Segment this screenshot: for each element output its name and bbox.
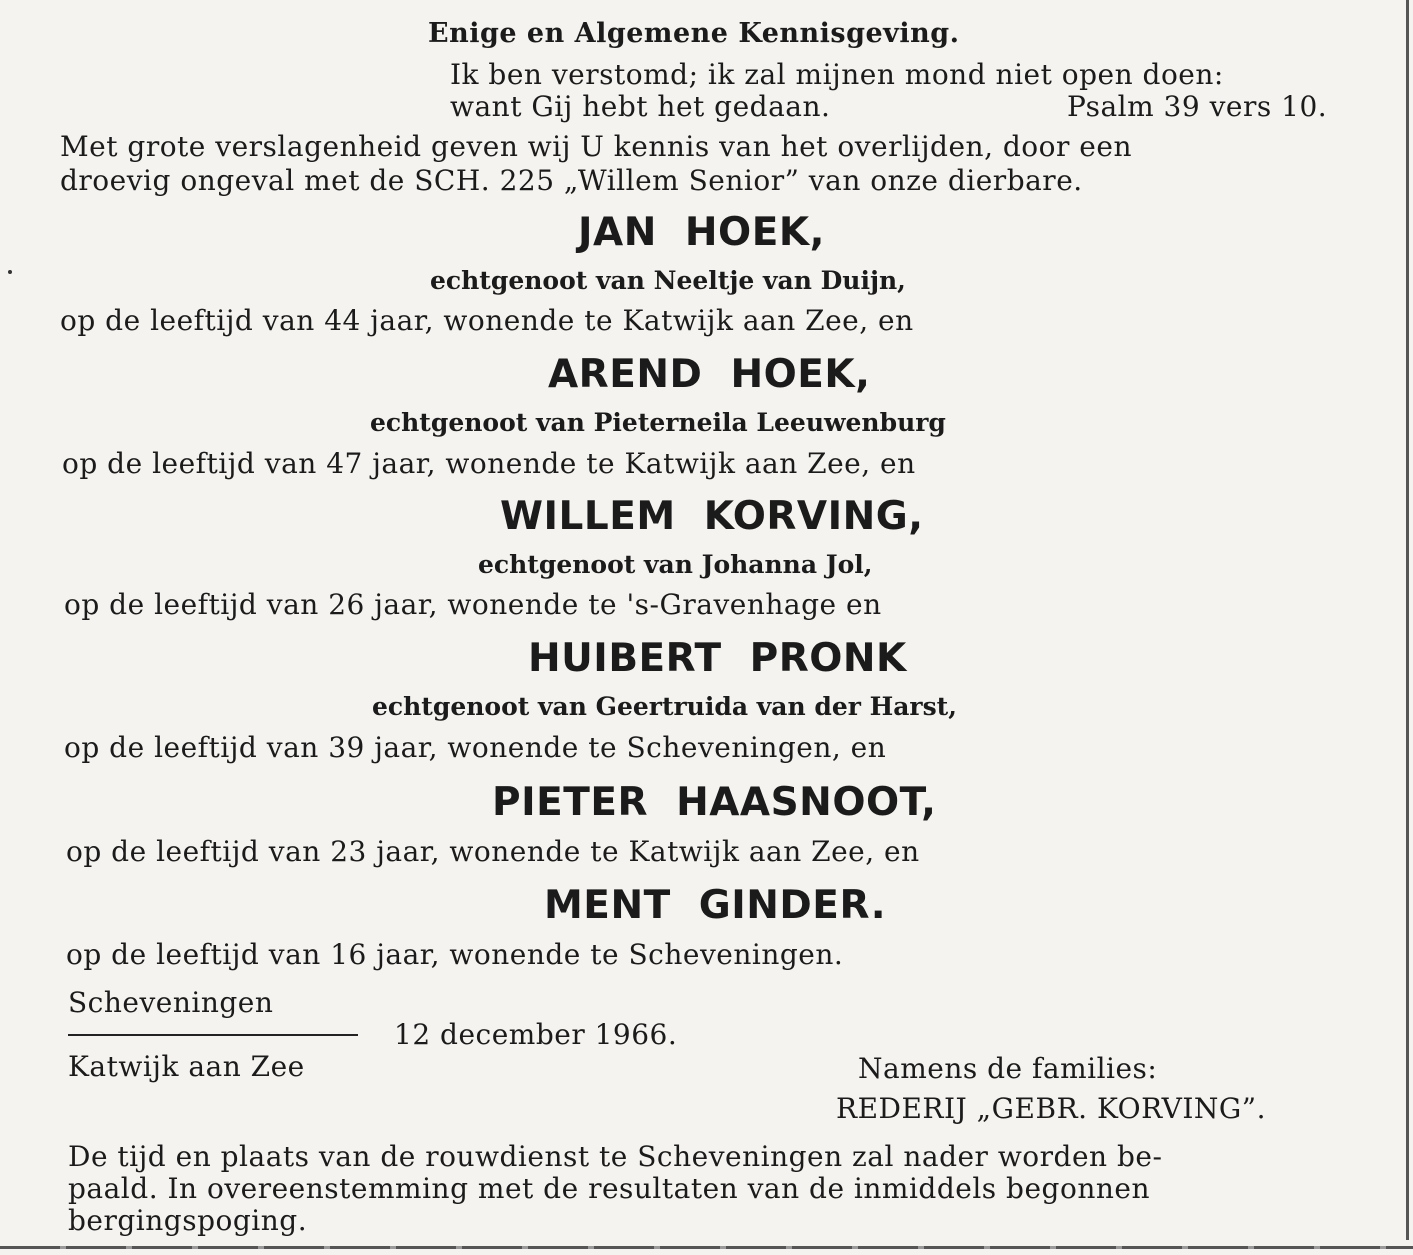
deceased-name: HUIBERT PRONK (528, 636, 907, 681)
deceased-spouse: echtgenoot van Pieterneila Leeuwenburg (370, 408, 946, 437)
intro-line-1: Met grote verslagenheid geven wij U kennis van het overlijden, door een (60, 130, 1132, 163)
footer-line-3: bergingspoging. (68, 1204, 308, 1237)
deceased-name: WILLEM KORVING, (500, 494, 924, 539)
deceased-spouse: echtgenoot van Neeltje van Duijn, (430, 266, 906, 295)
quote-line-2: want Gij hebt het gedaan. (450, 90, 831, 123)
deceased-details: op de leeftijd van 26 jaar, wonende te 's-Gravenhage en (64, 588, 882, 621)
signature-line-1: Namens de families: (858, 1052, 1158, 1085)
footer-line-2: paald. In overeenstemming met de resultaten van de inmiddels begonnen (68, 1172, 1150, 1205)
place-divider (68, 1034, 358, 1036)
deceased-spouse: echtgenoot van Geertruida van der Harst, (372, 692, 957, 721)
deceased-name: MENT GINDER. (544, 883, 887, 928)
notice-date: 12 december 1966. (394, 1018, 678, 1051)
intro-line-2: droevig ongeval met de SCH. 225 „Willem Senior” van onze dierbare. (60, 164, 1083, 197)
deceased-details: op de leeftijd van 23 jaar, wonende te Katwijk aan Zee, en (66, 835, 920, 868)
notice-heading: Enige en Algemene Kennisgeving. (428, 18, 960, 49)
deceased-details: op de leeftijd van 47 jaar, wonende te Katwijk aan Zee, en (62, 447, 916, 480)
deceased-spouse: echtgenoot van Johanna Jol, (478, 550, 873, 579)
quote-reference: Psalm 39 vers 10. (1067, 90, 1328, 123)
deceased-name: AREND HOEK, (548, 352, 871, 397)
print-speck (8, 270, 12, 274)
deceased-name: JAN HOEK, (578, 210, 825, 255)
place-scheveningen: Scheveningen (68, 986, 274, 1019)
signature-line-2: REDERIJ „GEBR. KORVING”. (836, 1092, 1267, 1125)
footer-line-1: De tijd en plaats van de rouwdienst te Scheveningen zal nader worden be- (68, 1140, 1163, 1173)
deceased-details: op de leeftijd van 39 jaar, wonende te Scheveningen, en (64, 731, 887, 764)
deceased-name: PIETER HAASNOOT, (492, 780, 937, 825)
deceased-details: op de leeftijd van 44 jaar, wonende te Katwijk aan Zee, en (60, 304, 914, 337)
right-border (1406, 0, 1409, 1240)
deceased-details: op de leeftijd van 16 jaar, wonende te Scheveningen. (66, 938, 844, 971)
place-katwijk: Katwijk aan Zee (68, 1050, 305, 1083)
quote-line-1: Ik ben verstomd; ik zal mijnen mond niet open doen: (450, 58, 1224, 91)
bottom-border (0, 1246, 1413, 1249)
